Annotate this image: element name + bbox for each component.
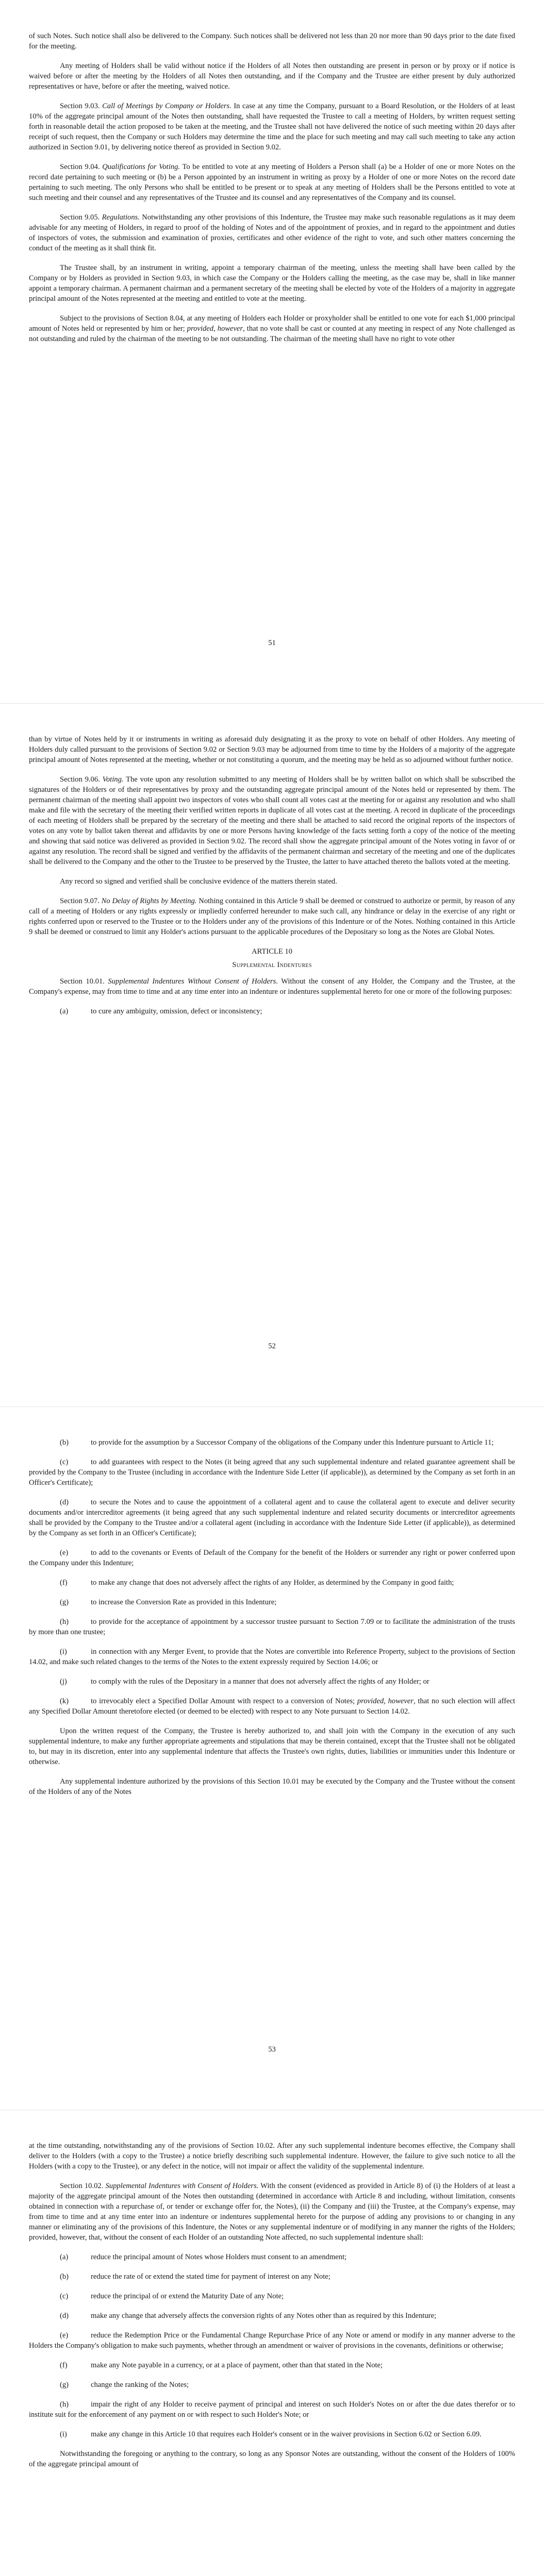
clause-item — [29, 1497, 515, 1538]
clause-item — [29, 2399, 515, 2420]
article-heading: ARTICLE 10 — [252, 947, 292, 956]
clause-item — [29, 2330, 515, 2351]
clause-item — [29, 1548, 515, 1568]
page-number: 53 — [268, 2045, 276, 2054]
clause-item — [29, 2291, 515, 2301]
clause-item — [29, 1696, 515, 1717]
section-title: Qualifications for Voting. — [102, 163, 180, 171]
clause-text: in connection with any Merger Event, to provide that the Notes are convertible into Reference Property, subject to the provisions of Section 14.02, and make such related changes to the terms of the Notes to the extent expressly required by Section 14.06; or — [29, 1648, 515, 1666]
clause-label: (e) — [60, 2331, 69, 2340]
clause-text: to provide for the assumption by a Successor Company of the obligations of the Company under this Indenture pursuant to Article 11; — [91, 1438, 494, 1447]
section-title: Voting. — [102, 775, 124, 784]
page-number: 52 — [268, 1342, 276, 1350]
clause-label: (k) — [60, 1697, 69, 1705]
section-paragraph — [29, 2181, 515, 2243]
clause-label: (d) — [60, 2312, 69, 2320]
clause-label: (a) — [60, 2253, 69, 2261]
body-paragraph: Any record so signed and verified shall be conclusive evidence of the matters therein stated. — [60, 877, 337, 886]
paragraph-text: Subject to the provisions of Section 8.04, at any meeting of Holders each Holder or proxyholder shall be entitled to one vote for each $1,000 principal amount of Notes held or represented by him or her; — [29, 314, 515, 333]
clause-label: (d) — [60, 1498, 69, 1506]
section-text: Without the consent of any Holder, the Company and the Trustee, at the Company's expense, may from time to time and at any time enter into an indenture or indentures supplemental hereto for one or more of the following purposes: — [29, 977, 515, 996]
page-number: 51 — [268, 639, 276, 647]
clause-text: to secure the Notes and to cause the appointment of a collateral agent and to cause the collateral agent to execute and deliver security documents and/or intercreditor agreements (it being agreed that any such supplemental indenture and related security documents or intercreditor agreements shall be provided by the Company to the Trustee and/or a collateral agent (including in accordance with the Indenture Side Letter (if applicable)), as determined by the Company as set forth in an Officer's Certificate); — [29, 1498, 515, 1537]
paragraph-text: , that no vote shall be cast or counted at any meeting in respect of any Note challenged as not outstanding and ruled by the chairman of the meeting to be not outstanding. The chairman of the meeting shall have no right to vote other — [29, 325, 515, 343]
clause-label: (g) — [60, 2381, 69, 2389]
page-52 — [0, 703, 544, 1406]
clause-item — [29, 1676, 515, 1687]
clause-text: reduce the rate of or extend the stated time for payment of interest on any Note; — [91, 2273, 331, 2281]
item-text: to cure any ambiguity, omission, defect or inconsistency; — [91, 1007, 262, 1015]
section-title: Supplemental Indentures with Consent of Holders. — [105, 2182, 259, 2190]
section-text: In case at any time the Company, pursuant to a Board Resolution, or the Holders of at least 10% of the aggregate principal amount of the Notes then outstanding, shall have requested the Trustee to call a meeting of Holders, by written request setting forth in reasonable detail the action proposed to be taken at the meeting, and the Trustee shall not have delivered the notice of such meeting within 20 days after receipt of such request, then the Company or such Holders may determine the time and the place for such meeting and may call such meeting to take any action authorized in Section 9.01, by delivering notice thereof as provided in Section 9.02. — [29, 102, 515, 151]
section-number: Section 9.05. — [60, 213, 100, 222]
section-number: Section 9.06. — [60, 775, 100, 784]
clause-label: (h) — [60, 1618, 69, 1626]
section-paragraph — [29, 212, 515, 253]
body-paragraph: Any meeting of Holders shall be valid without notice if the Holders of all Notes then outstanding are present in person or by proxy or if notice is waived before or after the meeting by the Holders of all Notes then outstanding, and if the Company and the Trustee are either present by duly authorized representatives or have, before or after the meeting, waived notice. — [29, 62, 515, 91]
clause-text: to increase the Conversion Rate as provided in this Indenture; — [91, 1598, 277, 1606]
page-divider — [0, 1406, 544, 1407]
body-paragraph: Upon the written request of the Company, the Trustee is hereby authorized to, and shall join with the Company in the execution of any such supplemental indenture, to make any further appropriate agreements and stipulations that may be therein contained, except that the Trustee shall not be obligated to, but may in its discretion, enter into any supplemental indenture that affects the Trustee's own rights, duties, liabilities or immunities under this Indenture or otherwise. — [29, 1727, 515, 1766]
clause-label: (h) — [60, 2400, 69, 2409]
clause-label: (f) — [60, 2361, 68, 2369]
section-number: Section 10.01. — [60, 977, 105, 986]
article-subheading: Supplemental Indentures — [232, 961, 312, 969]
section-text: Notwithstanding any other provisions of this Indenture, the Trustee may make such reasonable regulations as it may deem advisable for any meeting of Holders, in regard to proof of the holding of Notes and of the appointment of proxies, and in regard to the appointment and duties of inspectors of votes, the submission and examination of proxies, certificates and other evidence of the right to vote, and such other matters concerning the conduct of the meeting as it shall think fit. — [29, 213, 515, 252]
clause-label: (b) — [60, 1438, 69, 1447]
section-title: Regulations. — [102, 213, 140, 222]
section-paragraph — [29, 774, 515, 867]
section-text: Nothing contained in this Article 9 shall be deemed or construed to authorize or permit, by reason of any call of a meeting of Holders or any rights expressly or impliedly conferred hereunder to make such call, any hindrance or delay in the exercise of any right or rights conferred upon or reserved to the Trustee or to the Holders under any of the provisions of this Indenture or of the Notes. Nothing contained in this Article 9 shall be deemed or construed to limit any Holder's actions pursuant to the applicable procedures of the Depositary so long as the Notes are Global Notes. — [29, 897, 515, 936]
clause-item — [29, 1578, 515, 1588]
clause-text: reduce the principal of or extend the Maturity Date of any Note; — [91, 2292, 284, 2300]
page-51 — [0, 0, 544, 703]
section-number: Section 10.02. — [60, 2182, 104, 2190]
clause-item — [29, 1457, 515, 1488]
clause-label: (b) — [60, 2273, 69, 2281]
clause-text: reduce the principal amount of Notes whose Holders must consent to an amendment; — [91, 2253, 347, 2261]
proviso-paragraph — [29, 313, 515, 344]
clause-text: reduce the Redemption Price or the Fundamental Change Repurchase Price of any Note or amend or modify in any manner adverse to the Holders the Company's obligation to make such payments, whether through an amendment or waiver of provisions in the covenants, definitions or otherwise; — [29, 2331, 515, 2350]
section-number: Section 9.04. — [60, 163, 100, 171]
proviso-term: provided, however — [357, 1697, 414, 1705]
clause-text: to provide for the acceptance of appointment by a successor trustee pursuant to Section 7.09 or to facilitate the administration of the trusts by more than one trustee; — [29, 1618, 515, 1636]
page-divider — [0, 703, 544, 704]
clause-item — [29, 2380, 515, 2390]
clause-label: (i) — [60, 2430, 67, 2438]
clause-item — [29, 2311, 515, 2321]
body-paragraph: at the time outstanding, notwithstanding any of the provisions of Section 10.02. After any such supplemental indenture becomes effective, the Company shall deliver to the Holders (with a copy to the Trustee) a notice briefly describing such supplemental indenture. However, the failure to give such notice to all the Holders (with a copy to the Trustee), or any defect in the notice, will not impair or affect the validity of the supplemental indenture. — [29, 2142, 515, 2171]
clause-item — [29, 2429, 515, 2439]
clause-text: to irrevocably elect a Specified Dollar Amount with respect to a conversion of Notes; — [91, 1697, 357, 1705]
section-title: Call of Meetings by Company or Holders. — [102, 102, 232, 110]
clause-text: to comply with the rules of the Depositary in a manner that does not adversely affect the rights of any Holder; or — [91, 1677, 430, 1686]
page-54 — [0, 2110, 544, 2576]
clause-text: make any change that adversely affects the conversion rights of any Notes other than as required by this Indenture; — [91, 2312, 437, 2320]
clause-item — [29, 2252, 515, 2262]
body-paragraph: Notwithstanding the foregoing or anything to the contrary, so long as any Sponsor Notes are outstanding, without the consent of the Holders of 100% of the aggregate principal amount of — [29, 2450, 515, 2468]
section-text: With the consent (evidenced as provided in Article 8) of (i) the Holders of at least a majority of the aggregate principal amount of the Notes then outstanding (determined in accordance with Article 8 and including, without limitation, consents obtained in connection with a repurchase of, or tender or exchange offer for, the Notes), (ii) the Company and (iii) the Trustee, at the Company's expense, may from time to time and at any time enter into an indenture or indentures supplemental hereto for the purpose of adding any provisions to or changing in any manner or eliminating any of the provisions of this Indenture, the Notes or any supplemental indenture or of modifying in any manner the rights of the Holders; provided, however, that, without the consent of each Holder of an outstanding Note affected, no such supplemental indenture shall: — [29, 2182, 515, 2242]
clause-text: , that no such election will affect any Specified Dollar Amount theretofore elected (or deemed to be elected) with respect to any Note pursuant to Section 14.02. — [29, 1697, 515, 1716]
clause-item — [29, 2360, 515, 2370]
section-paragraph — [29, 162, 515, 203]
section-number: Section 9.03. — [60, 102, 100, 110]
clause-label: (i) — [60, 1648, 67, 1656]
body-paragraph: than by virtue of Notes held by it or instruments in writing as aforesaid duly designating it as the proxy to vote on behalf of other Holders. Any meeting of Holders duly called pursuant to the provisions of Section 9.02 or Section 9.03 may be adjourned from time to time by the Holders of a majority of the aggregate principal amount of Notes represented at the meeting, whether or not constituting a quorum, and the meeting may be held as so adjourned without further notice. — [29, 735, 515, 764]
section-text: To be entitled to vote at any meeting of Holders a Person shall (a) be a Holder of one or more Notes on the record date pertaining to such meeting or (b) be a Person appointed by an instrument in writing as proxy by a Holder of one or more Notes on the record date pertaining to such meeting. The only Persons who shall be entitled to be present or to speak at any meeting of Holders shall be the Persons entitled to vote at such meeting and their counsel and any representatives of the Trustee and its counsel and any representatives of the Company and its counsel. — [29, 163, 516, 202]
proviso-term: provided, however — [187, 325, 243, 333]
section-paragraph — [29, 976, 515, 997]
article-heading-block — [29, 946, 515, 970]
clause-label: (f) — [60, 1579, 68, 1587]
clause-label: (e) — [60, 1549, 69, 1557]
section-title: Supplemental Indentures Without Consent of Holders. — [108, 977, 278, 986]
clause-label: (c) — [60, 2292, 69, 2300]
section-paragraph — [29, 101, 515, 152]
clause-label: (j) — [60, 1677, 67, 1686]
clause-text: to make any change that does not adversely affect the rights of any Holder, as determined by the Company in good faith; — [91, 1579, 454, 1587]
page-53 — [0, 1406, 544, 2110]
clause-text: make any Note payable in a currency, or at a place of payment, other than that stated in the Note; — [91, 2361, 383, 2369]
clause-text: impair the right of any Holder to receive payment of principal and interest on such Holder's Notes on or after the due dates therefor or to institute suit for the enforcement of any payment on or with respect to such Holder's Note; or — [29, 2400, 515, 2419]
clause-label: (g) — [60, 1598, 69, 1606]
section-title: No Delay of Rights by Meeting. — [101, 897, 197, 905]
clause-text: to add to the covenants or Events of Default of the Company for the benefit of the Holders or surrender any right or power conferred upon the Company under this Indenture; — [29, 1549, 515, 1567]
clause-item — [29, 1597, 515, 1607]
section-text: The vote upon any resolution submitted to any meeting of Holders shall be by written ballot on which shall be subscribed the signatures of the Holders or of their representatives by proxy and the outstanding aggregate principal amount of the Notes held or represented by them. The permanent chairman of the meeting shall appoint two inspectors of votes who shall count all votes cast at the meeting for or against any resolution and who shall make and file with the secretary of the meeting their verified written reports in duplicate of all votes cast at the meeting. A record in duplicate of the proceedings of each meeting of Holders shall be prepared by the secretary of the meeting and there shall be attached to said record the original reports of the inspectors of votes on any vote by ballot taken thereat and affidavits by one or more Persons having knowledge of the facts setting forth a copy of the notice of the meeting and showing that said notice was delivered as provided in Section 9.02. The record shall show the aggregate principal amount of the Notes voting in favor of or against any resolution. The record shall be signed and verified by the affidavits of the permanent chairman and secretary of the meeting and one of the duplicates shall be delivered to the Company and the other to the Trustee to be preserved by the Trustee, the latter to have attached thereto the ballots voted at the meeting. — [29, 775, 515, 866]
clause-label: (c) — [60, 1458, 69, 1466]
body-paragraph: The Trustee shall, by an instrument in writing, appoint a temporary chairman of the meeting, unless the meeting shall have been called by the Company or by Holders as provided in Section 9.03, in which case the Company or the Holders calling the meeting, as the case may be, shall in like manner appoint a temporary chairman. A permanent chairman and a permanent secretary of the meeting shall be elected by vote of the Holders of a majority in aggregate principal amount of the Notes represented at the meeting and entitled to vote at the meeting. — [29, 264, 515, 303]
body-paragraph: Any supplemental indenture authorized by the provisions of this Section 10.01 may be executed by the Company and the Trustee without the consent of the Holders of any of the Notes — [29, 1777, 515, 1796]
section-paragraph — [29, 896, 515, 937]
clause-text: to add guarantees with respect to the Notes (it being agreed that any such supplemental indenture and related guarantee agreement shall be provided by the Company to the Trustee (including in accordance with the Indenture Side Letter (if applicable)), as determined by the Company as set forth in an Officer's Certificate); — [29, 1458, 515, 1487]
clause-text: make any change in this Article 10 that requires each Holder's consent or in the waiver provisions in Section 6.02 or Section 6.09. — [91, 2430, 482, 2438]
clause-item — [29, 2272, 515, 2282]
section-number: Section 9.07. — [60, 897, 100, 905]
body-paragraph: of such Notes. Such notice shall also be delivered to the Company. Such notices shall be delivered not less than 20 nor more than 90 days prior to the date fixed for the meeting. — [29, 32, 515, 50]
clause-item — [29, 1647, 515, 1667]
clause-item — [29, 1437, 515, 1448]
list-item — [29, 1006, 515, 1016]
clause-text: change the ranking of the Notes; — [91, 2381, 189, 2389]
item-label: (a) — [60, 1007, 69, 1015]
clause-item — [29, 1617, 515, 1637]
